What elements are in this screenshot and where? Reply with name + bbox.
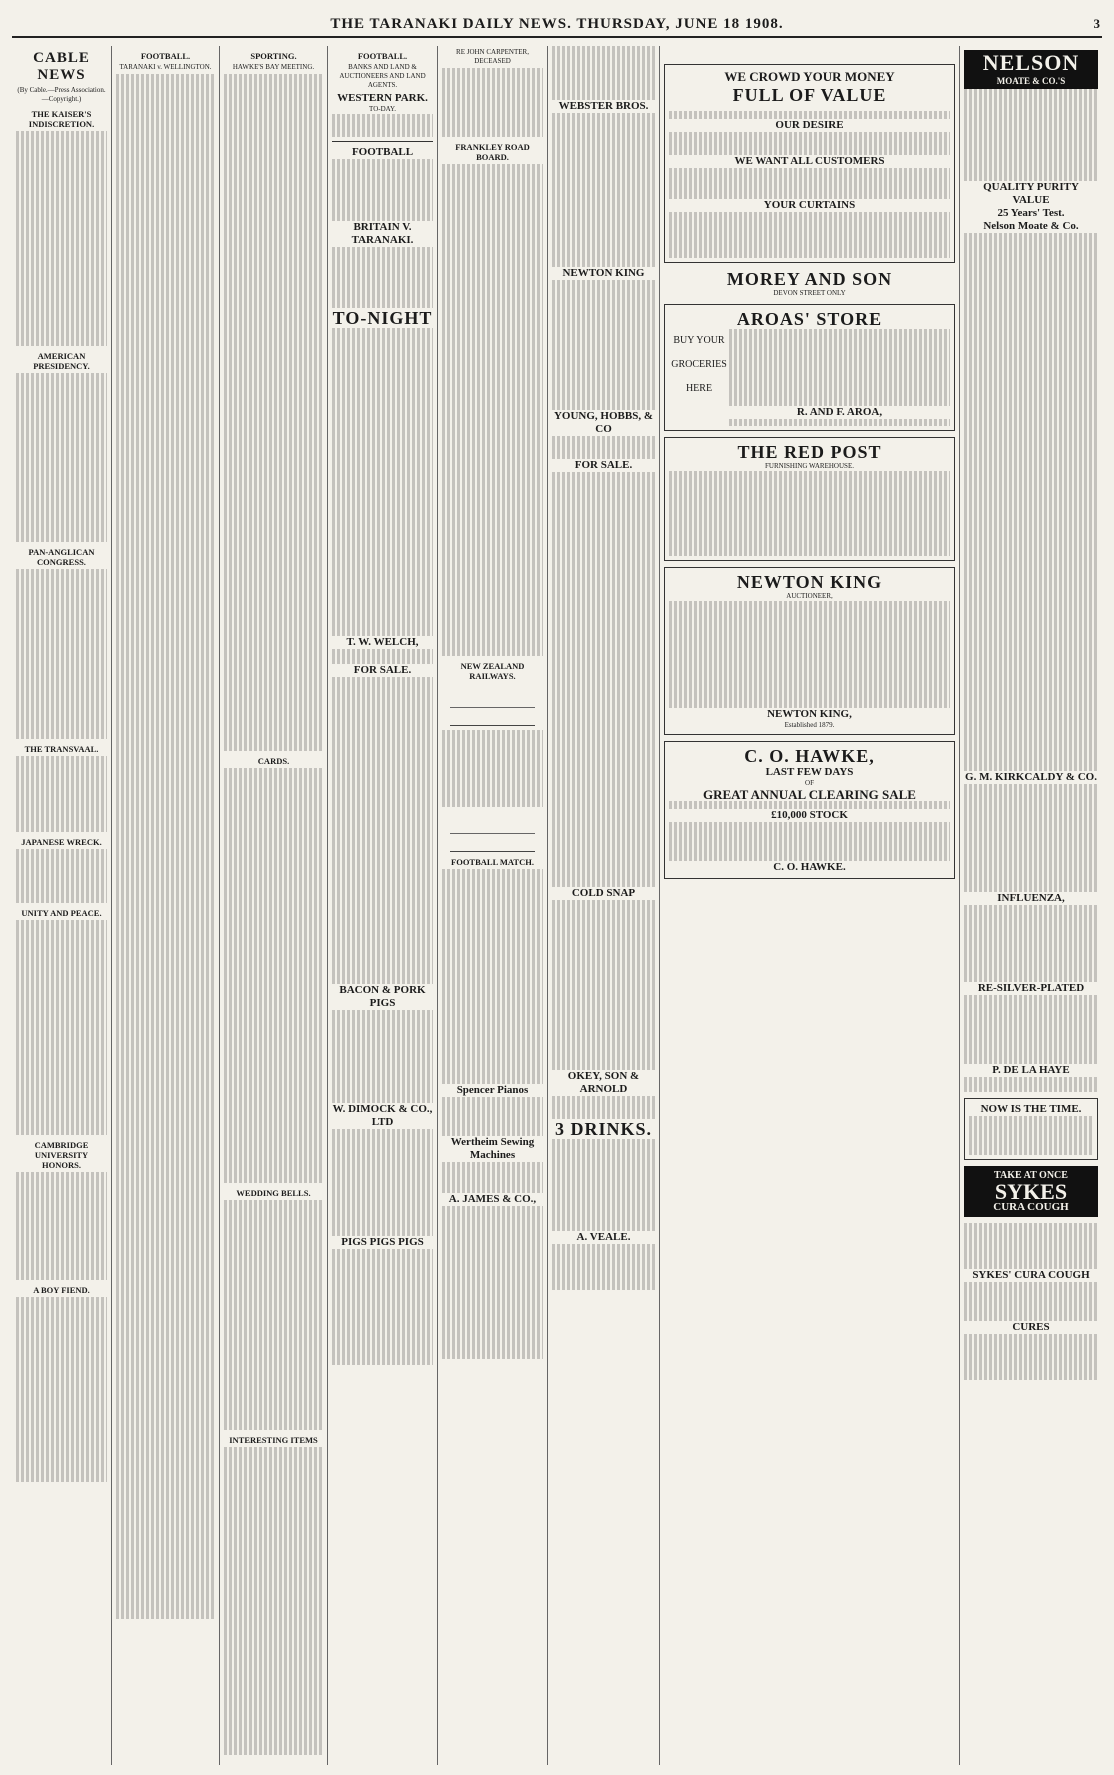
aroas-ad (664, 304, 955, 432)
sykes-cura-cough: SYKES' CURA COUGH (972, 1269, 1090, 1282)
section-kaiser: THE KAISER'S INDISCRETION. (28, 109, 95, 129)
section-japanese-wreck: JAPANESE WRECK. (21, 837, 102, 848)
newton-king-ad (664, 567, 955, 736)
masthead-title: THE TARANAKI DAILY NEWS. THURSDAY, JUNE 18 1908. (330, 16, 784, 32)
masthead (12, 16, 1102, 38)
section-transvaal: THE TRANSVAAL. (24, 743, 99, 754)
football2: FOOTBALL (351, 146, 414, 159)
cold-snap: COLD SNAP (571, 887, 636, 900)
nz-railways-heading: NEW ZEALAND RAILWAYS. (460, 661, 525, 682)
section-american-presidency: AMERICAN PRESIDENCY. (33, 351, 90, 372)
wedding-heading: WEDDING BELLS. (236, 1187, 311, 1198)
football-sub: TARANAKI v. WELLINGTON. (119, 63, 212, 71)
spencer-pianos: Spencer Pianos (456, 1084, 529, 1097)
red-post-ad (664, 437, 955, 561)
now-is-the-time: NOW IS THE TIME. (980, 1103, 1082, 1116)
clearing-sale: GREAT ANNUAL CLEARING SALE (703, 787, 916, 803)
train-illustration (450, 685, 535, 726)
now-time-ad (964, 1098, 1098, 1159)
hawke-ad (664, 741, 955, 878)
column-cable-news (12, 46, 112, 1765)
crowd-line1: WE CROWD YOUR MONEY (724, 69, 895, 84)
dimock: W. DIMOCK & CO., LTD (332, 1102, 433, 1128)
your-curtains: YOUR CURTAINS (763, 198, 856, 211)
our-desire: OUR DESIRE (775, 118, 844, 131)
james-co: A. JAMES & CO., (448, 1192, 537, 1205)
cures: CURES (1012, 1320, 1050, 1333)
okey-son-arnold: OKEY, SON & ARNOLD (567, 1069, 640, 1095)
take-at-once: TAKE AT ONCE (994, 1169, 1068, 1181)
red-post: THE RED POST (737, 442, 882, 463)
column-sporting (220, 46, 328, 1765)
section-pan-anglican: PAN-ANGLICAN CONGRESS. (28, 547, 95, 568)
sporting-heading: SPORTING. (250, 51, 297, 61)
veale: A. VEALE. (576, 1230, 631, 1243)
three-drinks: 3 DRINKS. (554, 1118, 652, 1139)
crowd-line2: FULL OF VALUE (732, 85, 887, 105)
today: TO-DAY. (369, 105, 396, 113)
pigs: PIGS PIGS PIGS (341, 1236, 424, 1249)
items-heading: INTERESTING ITEMS (229, 1435, 318, 1446)
football-match-heading: FOOTBALL MATCH. (451, 857, 534, 868)
col4-for-sale: FOR SALE. (353, 663, 412, 676)
hawke-2: C. O. HAWKE. (773, 860, 846, 873)
column-football (112, 46, 220, 1765)
young-hobbs: YOUNG, HOBBS, & CO (553, 410, 653, 436)
section-boy-fiend: A BOY FIEND. (33, 1285, 90, 1296)
cable-news-heading: CABLE NEWS (33, 50, 90, 83)
aroas-store: AROAS' STORE (736, 308, 883, 329)
morey-son: MOREY AND SON (726, 268, 893, 289)
column-display-ads (660, 46, 960, 1765)
webster-bros: WEBSTER BROS. (558, 99, 649, 112)
britain-v-taranaki: BRITAIN V. TARANAKI. (351, 220, 414, 246)
nelson-logo: NELSON (964, 50, 1098, 76)
train-illustration-2 (450, 811, 535, 852)
quality-purity-value: QUALITY PURITY VALUE (983, 181, 1079, 207)
bacon-pigs: BACON & PORK PIGS (339, 984, 426, 1010)
newton-king-2: NEWTON KING, (767, 708, 852, 721)
page-number: 3 (1093, 16, 1100, 31)
section-cambridge: CAMBRIDGE UNIVERSITY HONORS. (34, 1140, 89, 1171)
kirkcaldy: G. M. KIRKCALDY & CO. (965, 771, 1097, 784)
column-football-ads (328, 46, 438, 1765)
resilver: RE-SILVER-PLATED (977, 981, 1085, 994)
wertheim: Wertheim Sewing Machines (450, 1135, 535, 1161)
cards-heading: CARDS. (257, 755, 290, 766)
nelson-moate: Nelson Moate & Co. (983, 220, 1079, 233)
furnishing-warehouse: FURNISHING WAREHOUSE. (765, 462, 854, 471)
de-la-haye: P. DE LA HAYE (992, 1064, 1070, 1077)
established: Established 1879. (784, 721, 835, 730)
sykes-ad (964, 1166, 1098, 1217)
buy-groceries: BUY YOUR GROCERIES HERE (671, 334, 727, 394)
tonight: TO-NIGHT (332, 308, 433, 329)
newton-king-small: NEWTON KING (562, 266, 645, 279)
section-unity-peace: UNITY AND PEACE. (21, 908, 102, 919)
banks-heading: BANKS AND LAND & AUCTIONEERS AND LAND AGENTS. (339, 63, 426, 89)
want-customers: WE WANT ALL CUSTOMERS (734, 154, 885, 167)
football-heading: FOOTBALL. (140, 51, 191, 61)
of: OF (805, 779, 814, 788)
carpenter-heading: RE JOHN CARPENTER, DECEASED (456, 48, 529, 65)
stock: £10,000 STOCK (771, 809, 848, 822)
cable-byline: (By Cable.—Press Association.—Copyright.) (17, 86, 106, 103)
last-few-days: LAST FEW DAYS (765, 766, 854, 779)
sykes: SYKES (994, 1178, 1068, 1204)
cura-cough: CURA COUGH (993, 1200, 1069, 1213)
influenza: INFLUENZA, (997, 892, 1065, 904)
devon-street: DEVON STREET ONLY (773, 288, 846, 297)
col6-for-sale: FOR SALE. (574, 459, 633, 472)
moate-co: MOATE & CO.'S (964, 76, 1098, 89)
newton-king-title: NEWTON KING (736, 571, 883, 592)
col4-heading: FOOTBALL. (357, 51, 408, 61)
column-notices (438, 46, 548, 1765)
years-test: 25 Years' Test. (997, 207, 1065, 220)
auctioneer: AUCTIONEER, (786, 591, 833, 600)
welch: T. W. WELCH, (346, 635, 419, 648)
frankley-heading: FRANKLEY ROAD BOARD. (455, 142, 530, 163)
western-park: WESTERN PARK. (337, 92, 428, 104)
crowd-ad (664, 64, 955, 263)
hawke: C. O. HAWKE, (744, 746, 875, 767)
aroa-name: R. AND F. AROA, (796, 405, 883, 418)
column-right-ads (960, 46, 1102, 1765)
column-merchants (548, 46, 660, 1765)
sporting-sub: HAWKE'S BAY MEETING. (232, 63, 315, 71)
